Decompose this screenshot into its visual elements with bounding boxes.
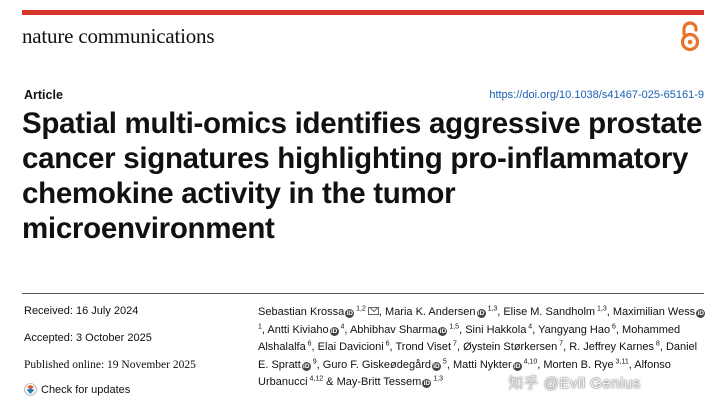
author[interactable] [569,341,660,353]
author[interactable] [318,341,390,353]
affiliation-marker: 1,3 [431,375,444,383]
author-name: Trond Viset [395,341,452,354]
check-updates-icon [24,383,37,396]
orcid-icon[interactable]: iD [423,380,431,388]
affiliation-marker: 4 [526,322,533,330]
author[interactable] [503,306,606,318]
affiliation-marker: 1,2 [354,305,366,313]
affiliation-marker: 5 [440,358,447,366]
affiliation-marker: 1,5 [447,322,460,330]
author-name: Antti Kiviaho [267,323,329,336]
orcid-icon[interactable]: iD [330,327,338,335]
affiliation-marker: 6 [383,340,390,348]
author[interactable] [258,306,379,318]
email-icon[interactable] [368,307,379,315]
author-name: Abhibhav Sharma [349,323,438,336]
affiliation-marker: 6 [610,322,616,330]
journal-name[interactable]: nature communications [22,24,215,48]
orcid-icon[interactable]: iD [477,310,485,317]
author[interactable] [385,306,497,318]
author[interactable] [543,359,628,371]
author-name: Maximilian Wess [612,306,696,318]
author-name: Sebastian Krossa [258,306,345,318]
divider [22,293,704,294]
author-name: Alfonso Urbanucci [258,358,671,389]
author-name: Mohammed Alshalalfa [258,323,681,354]
orcid-icon[interactable]: iD [346,310,353,317]
affiliation-marker: 6 [305,340,312,348]
affiliation-marker: 9 [310,358,317,366]
affiliation-marker: 3,11 [613,358,629,366]
author[interactable] [463,341,563,353]
author[interactable] [267,324,344,336]
affiliation-marker: 4,12 [307,375,324,383]
doi-link[interactable]: https://doi.org/10.1038/s41467-025-65161-9 [489,89,704,101]
open-access-icon [676,20,704,52]
author-name: Morten B. Rye [543,358,614,371]
author-name: Elai Davicioni [317,341,384,354]
orcid-icon[interactable]: iD [303,362,310,370]
author[interactable] [395,341,456,353]
orcid-icon[interactable]: iD [433,362,440,370]
author-name: Sini Hakkola [465,323,527,336]
publication-dates [24,304,244,396]
orcid-icon[interactable]: iD [513,362,521,370]
author-name: Maria K. Andersen [385,306,476,318]
author[interactable] [538,324,616,336]
affiliation-marker: 1 [258,322,262,330]
affiliation-marker: 1,3 [595,305,607,313]
orcid-icon[interactable]: iD [697,310,704,317]
affiliation-marker: 4,10 [521,358,538,366]
journal-accent-bar [22,10,704,15]
affiliation-marker: 7 [451,340,457,348]
check-for-updates-button[interactable] [24,383,244,396]
affiliation-marker: 4 [338,322,345,330]
author-name: Øystein Størkersen [463,341,558,354]
author-name: May-Britt Tessem [336,376,422,389]
author[interactable] [350,324,459,336]
received-date: Received: 16 July 2024 [24,305,139,317]
article-title: Spatial multi-omics identifies aggressive prostate cancer signatures highlighting pro-inflammatory chemokine activity in the tumor microenvironment [22,107,703,245]
check-updates-label: Check for updates [41,383,131,396]
published-date: Published online: 19 November 2025 [24,359,196,371]
article-type: Article [24,88,63,102]
affiliation-marker: 1,3 [485,305,498,313]
watermark: 知乎 @Evil Genius [508,375,641,392]
affiliation-marker: 7 [557,340,564,348]
author-name: Guro F. Giskeødegård [322,358,431,371]
author-name: Daniel E. Spratt [258,341,698,371]
author-name: Yangyang Hao [538,323,611,336]
author[interactable] [453,359,537,371]
orcid-icon[interactable]: iD [439,327,447,335]
author[interactable] [337,376,443,388]
author-list: Sebastian Krossa iD $^{1,2}$ , Maria K. Andersen iD $^{1,3}$, Elise M. Sandholm $^{1,3}$, Maximilian Wess iD $^1$, Antti Kiviaho iD $^4$, Abhibhav Sharma iD $^{1,5}$, Sini Hakkola $^4$, Yangyang Hao $^6$, Mohammed Alshalalfa $^6$, Elai Davicioni $^6$, Trond Viset $^7$, Øystein Størkersen $^7$, R. Jeffrey Karnes $^8$, Daniel E. Spratt iD $^9$, Guro F. Giskeødegård iD $^5$, Matti Nykter iD $^{4,10}$, Morten B. Rye $^{3,11}$, Alfonso Urbanucci $^{4,12}$ & May-Britt Tessem iD $^{1,3}$ [258,305,704,389]
author-name: R. Jeffrey Karnes [569,341,654,354]
affiliation-marker: 8 [653,340,660,348]
author[interactable] [465,324,532,336]
author-name: Elise M. Sandholm [503,306,596,318]
author[interactable] [323,359,447,371]
accepted-date: Accepted: 3 October 2025 [24,332,152,344]
author-name: Matti Nykter [452,358,512,371]
